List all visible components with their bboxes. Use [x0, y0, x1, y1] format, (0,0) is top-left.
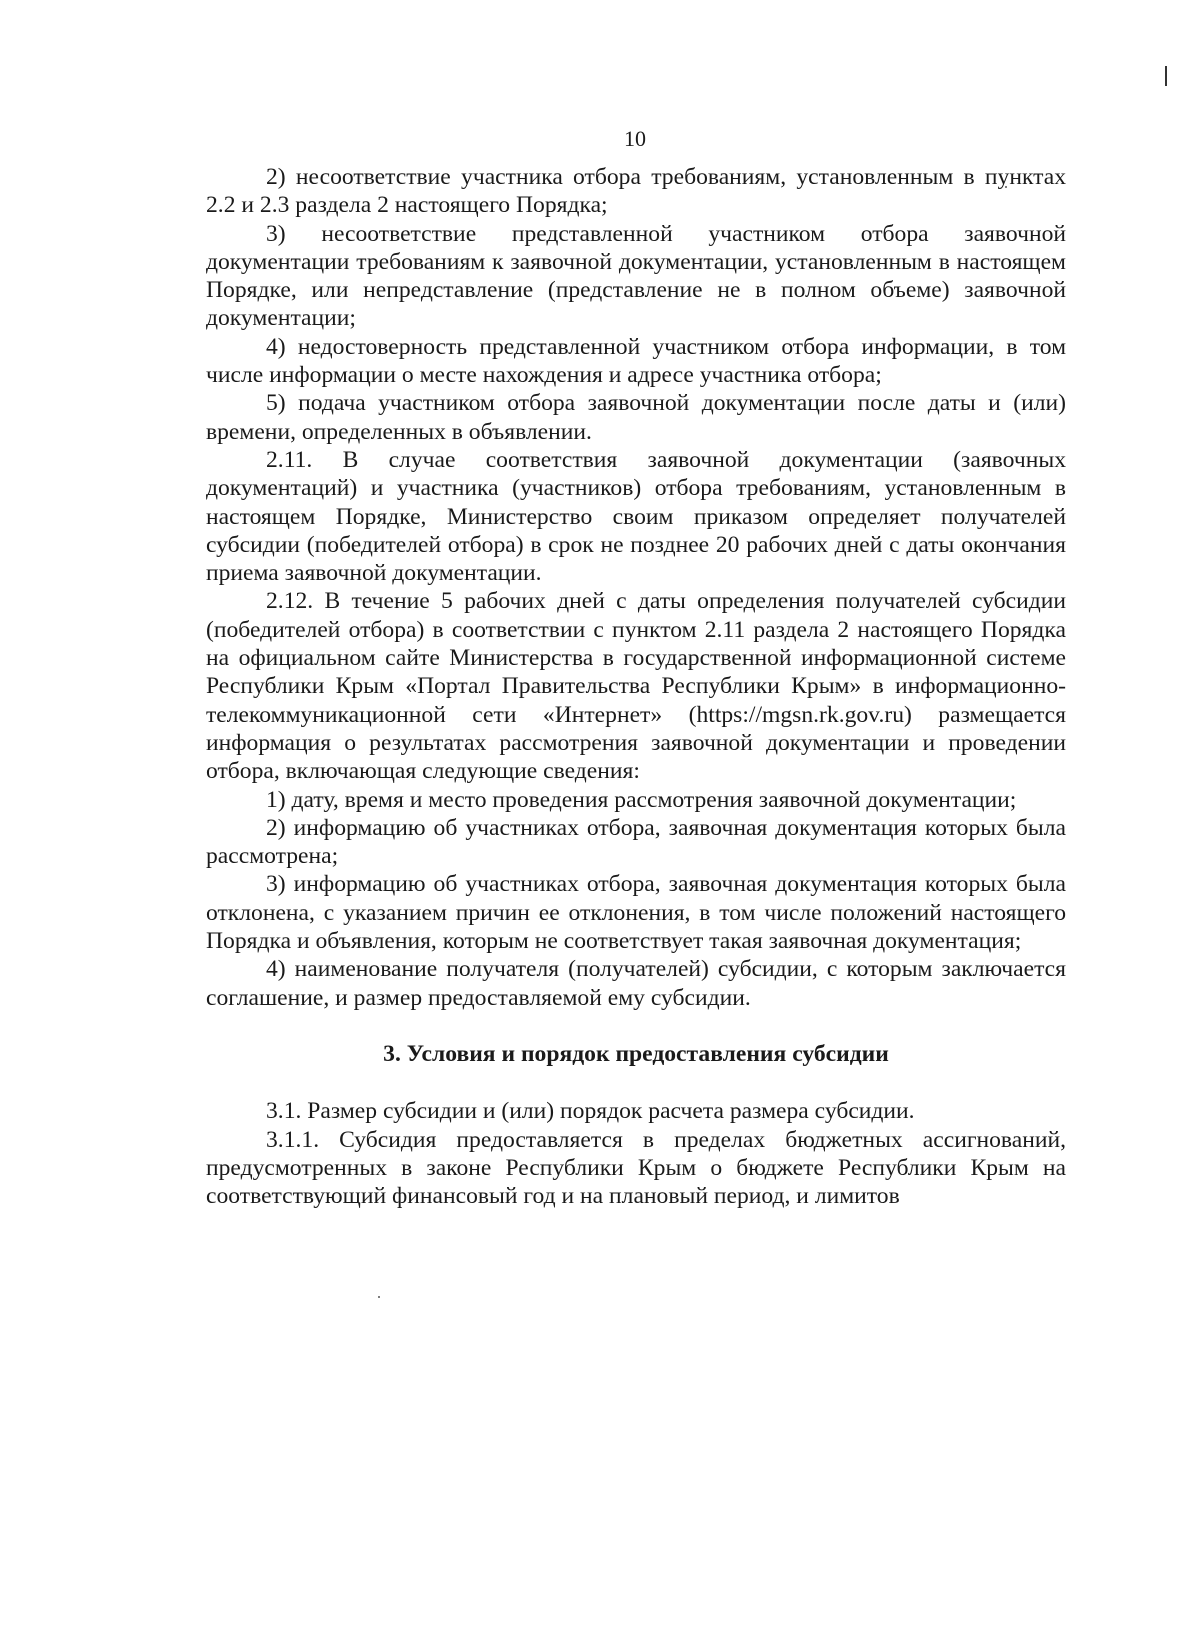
paragraph-clause-3-1: 3.1. Размер субсидии и (или) порядок расчета размера субсидии.	[266, 1098, 915, 1125]
scan-artifact-mark	[1165, 66, 1167, 86]
paragraph-subitem-1: 1) дату, время и место проведения рассмотрения заявочной документации;	[266, 786, 1017, 813]
document-body	[206, 163, 1066, 1210]
paragraph-subitem-2: 2) информацию об участниках отбора, заявочная документация которых была рассмотрена;	[206, 814, 1066, 870]
page-number: 10	[624, 126, 646, 151]
paragraph-item-4: 4) недостоверность представленной участником отбора информации, в том числе информации о месте нахождения и адресе участника отбора;	[206, 333, 1066, 389]
paragraph-item-3: 3) несоответствие представленной участником отбора заявочной документации требованиям к заявочной документации, установленным в настоящем Порядке, или непредставление (представление не в полном объеме) заявочной документации;	[206, 220, 1066, 332]
scan-artifact-dot	[378, 1296, 380, 1298]
paragraph-clause-2-12: 2.12. В течение 5 рабочих дней с даты определения получателей субсидии (победителей отбора) в соответствии с пунктом 2.11 раздела 2 настоящего Порядка на официальном сайте Министерства в государственной информационной системе Республики Крым «Портал Правительства Республики Крым» в информационно-телекоммуникационной сети «Интернет» (https://mgsn.rk.gov.ru) размещается информация о результатах рассмотрения заявочной документации и проведении отбора, включающая следующие сведения:	[206, 588, 1066, 785]
paragraph-clause-3-1-1: 3.1.1. Субсидия предоставляется в пределах бюджетных ассигнований, предусмотренных в законе Республики Крым о бюджете Республики Крым на соответствующий финансовый год и на плановый период, и лимитов	[206, 1126, 1066, 1210]
section-heading: 3. Условия и порядок предоставления субсидии	[383, 1040, 889, 1067]
paragraph-item-2: 2) несоответствие участника отбора требованиям, установленным в пунктах 2.2 и 2.3 раздела 2 настоящего Порядка;	[206, 164, 1066, 219]
paragraph-subitem-3: 3) информацию об участниках отбора, заявочная документация которых была отклонена, с указанием причин ее отклонения, в том числе положений настоящего Порядка и объявления, которым не соответствует такая заявочная документация;	[206, 871, 1066, 955]
paragraph-item-5: 5) подача участником отбора заявочной документации после даты и (или) времени, определенных в объявлении.	[206, 390, 1066, 445]
paragraph-clause-2-11: 2.11. В случае соответствия заявочной документации (заявочных документаций) и участника (участников) отбора требованиям, установленным в настоящем Порядке, Министерство своим приказом определяет получателей субсидии (победителей отбора) в срок не позднее 20 рабочих дней с даты окончания приема заявочной документации.	[206, 446, 1066, 587]
paragraph-subitem-4: 4) наименование получателя (получателей) субсидии, с которым заключается соглашение, и размер предоставляемой ему субсидии.	[206, 956, 1066, 1011]
